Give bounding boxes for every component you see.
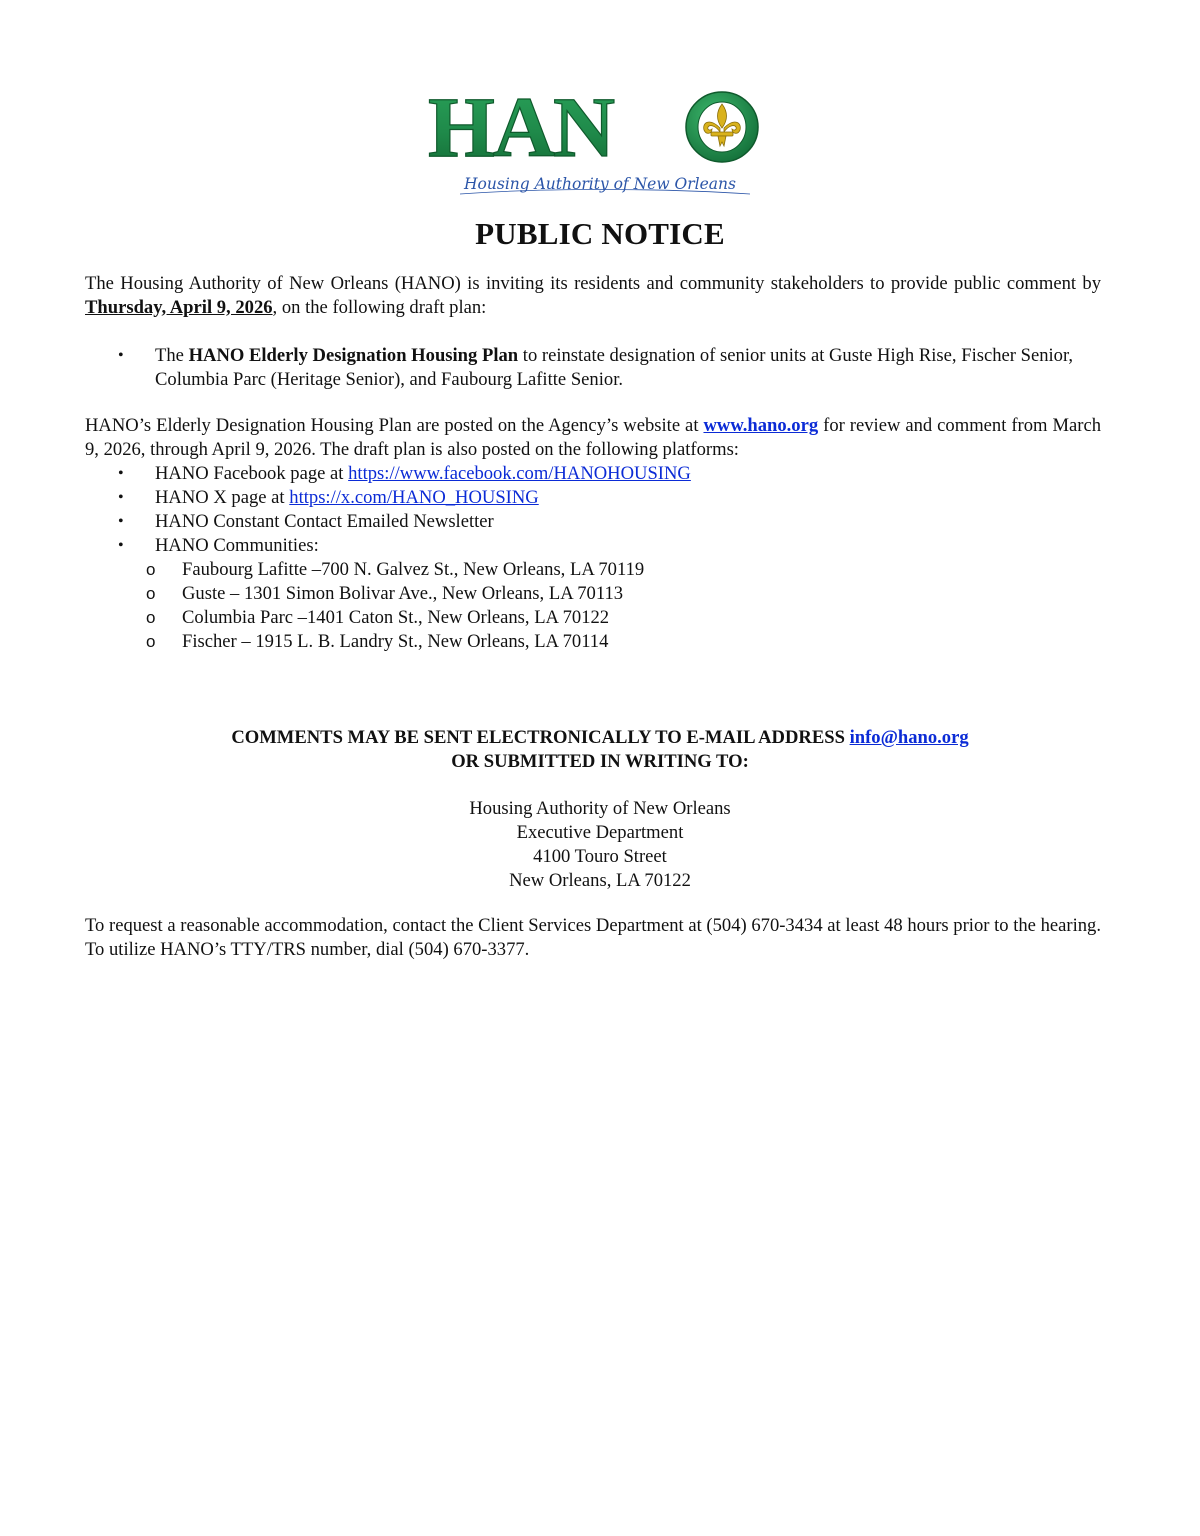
- community-address: Fischer – 1915 L. B. Landry St., New Orleans, LA 70114: [182, 631, 609, 652]
- list-item-plan: [85, 344, 1101, 392]
- list-item-x: [85, 486, 1101, 510]
- bullet-icon: •: [118, 465, 124, 482]
- sub-bullet-icon: o: [146, 560, 156, 579]
- fleur-de-lis-icon: [686, 92, 758, 162]
- community-address: Guste – 1301 Simon Bolivar Ave., New Orleans, LA 70113: [182, 583, 624, 604]
- sub-bullet-icon: o: [146, 608, 156, 627]
- community-item: [85, 558, 1101, 582]
- accommodation-paragraph: To request a reasonable accommodation, contact the Client Services Department at (504) 670-3434 at least 48 hours prior to the hearing. To utilize HANO’s TTY/TRS number, dial (504) 670-3377.: [85, 915, 1101, 960]
- list-item-communities: [85, 534, 1101, 654]
- platform-label: HANO Communities:: [155, 535, 319, 556]
- facebook-link[interactable]: https://www.facebook.com/HANOHOUSING: [348, 463, 691, 484]
- list-item-facebook: [85, 462, 1101, 486]
- address-line-1: Housing Authority of New Orleans: [469, 798, 731, 819]
- posting-text: HANO’s Elderly Designation Housing Plan are posted on the Agency’s website at: [85, 415, 704, 436]
- plan-name: HANO Elderly Designation Housing Plan: [188, 345, 519, 366]
- page-title: PUBLIC NOTICE: [475, 216, 725, 251]
- website-link[interactable]: www.hano.org: [703, 415, 819, 436]
- hano-logo-graphic: [420, 82, 780, 200]
- bullet-icon: •: [118, 513, 124, 530]
- community-address: Faubourg Lafitte –700 N. Galvez St., New Orleans, LA 70119: [182, 559, 645, 580]
- communities-list: [146, 558, 1101, 654]
- plan-text: The: [155, 345, 189, 366]
- logo-tagline: Housing Authority of New Orleans: [464, 175, 736, 193]
- deadline-date: Thursday, April 9, 2026: [85, 297, 273, 318]
- platform-label: HANO X page at: [155, 487, 290, 508]
- address-line-3: 4100 Touro Street: [533, 846, 667, 867]
- sub-bullet-icon: o: [146, 632, 156, 651]
- comments-heading: [0, 726, 1200, 774]
- plan-description: to reinstate designation of senior units at Guste High Rise, Fischer Senior, Columbia Parc (Heritage Senior), and Faubourg Lafitte Senior.: [155, 345, 1074, 390]
- bullet-icon: •: [118, 489, 124, 506]
- community-item: [85, 606, 1101, 630]
- plan-list: [85, 344, 1101, 392]
- platform-label: HANO Facebook page at: [155, 463, 349, 484]
- comments-text: COMMENTS MAY BE SENT ELECTRONICALLY TO E-MAIL ADDRESS: [231, 727, 850, 748]
- comments-line-2: OR SUBMITTED IN WRITING TO:: [451, 751, 749, 772]
- platform-label: HANO Constant Contact Emailed Newsletter: [155, 511, 494, 532]
- mailing-address: [0, 797, 1200, 893]
- x-link[interactable]: https://x.com/HANO_HOUSING: [289, 487, 539, 508]
- comments-line-1: [0, 726, 1200, 750]
- platform-list: [85, 462, 1101, 654]
- posting-paragraph: [85, 414, 1101, 462]
- list-item-newsletter: [85, 510, 1101, 534]
- community-item: [85, 630, 1101, 654]
- hano-logo: [420, 82, 780, 200]
- posting-text-end: for review and comment from March 9, 2026, through April 9, 2026. The draft plan is also posted on the following platforms:: [85, 415, 1101, 460]
- community-item: [85, 582, 1101, 606]
- address-line-4: New Orleans, LA 70122: [509, 870, 691, 891]
- svg-text:HAN: HAN: [428, 82, 614, 175]
- community-address: Columbia Parc –1401 Caton St., New Orleans, LA 70122: [182, 607, 610, 628]
- sub-bullet-icon: o: [146, 584, 156, 603]
- intro-text-end: , on the following draft plan:: [272, 297, 487, 318]
- bullet-icon: •: [118, 537, 124, 554]
- intro-text: The Housing Authority of New Orleans (HANO) is inviting its residents and community stakeholders to provide public comment by: [85, 273, 1101, 294]
- intro-paragraph: [85, 272, 1101, 320]
- bullet-icon: •: [118, 347, 124, 364]
- address-line-2: Executive Department: [516, 822, 684, 843]
- email-link[interactable]: info@hano.org: [849, 727, 969, 748]
